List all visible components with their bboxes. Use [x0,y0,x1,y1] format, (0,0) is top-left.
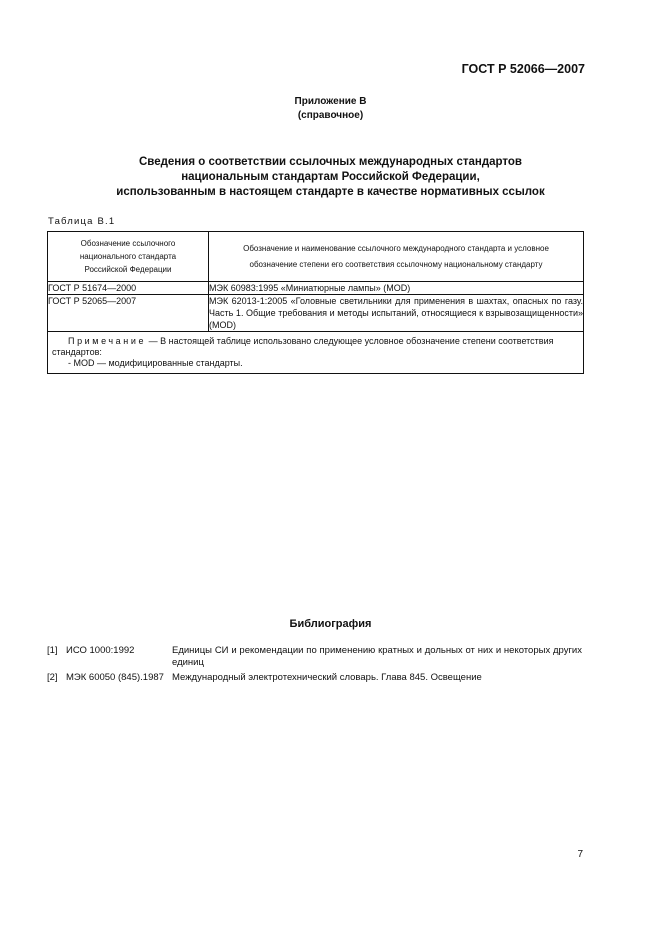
header-national-line-2: национального стандарта [79,252,177,261]
table-note-row [48,332,584,374]
section-title-line-3: использованным в настоящем стандарте в качестве нормативных ссылок [116,186,545,198]
table-note [48,332,584,374]
national-standard-cell: ГОСТ Р 52065—2007 [48,295,209,332]
international-standard-cell: МЭК 60983:1995 «Миниатюрные лампы» (MOD) [209,282,584,295]
bibliography-item-number: [2] [47,672,58,683]
header-international-standard [209,232,584,282]
section-title-line-1: Сведения о соответствии ссылочных международных стандартов [138,156,522,168]
table-row [48,282,584,295]
section-title-line-2: национальным стандартам Российской Федерации, [181,171,480,183]
page-number: 7 [577,849,583,860]
note-text: — В настоящей таблице использовано следующее условное обозначение степени соответствия стандартов: [52,336,554,357]
table-caption: Таблица В.1 [48,216,116,227]
bibliography-item-code: МЭК 60050 (845).1987 [66,672,164,683]
header-national-standard [48,232,209,282]
bibliography-item-text: Международный электротехнический словарь. Глава 845. Освещение [172,672,482,683]
header-international-line-2: обозначение степени его соответствия ссылочному национальному стандарту [249,259,543,269]
national-standard-cell: ГОСТ Р 51674—2000 [48,282,209,295]
note-label: Примечание [68,336,147,346]
header-international-line-1: Обозначение и наименование ссылочного международного стандарта и условное [243,243,549,253]
annex-title: Приложение В [294,96,367,107]
header-national-line-1: Обозначение ссылочного [80,239,176,248]
table-row [48,295,584,332]
bibliography-item-number: [1] [47,645,58,656]
header-national-line-3: Российской Федерации [84,265,172,274]
correspondence-table [47,231,584,374]
international-standard-cell: МЭК 62013-1:2005 «Головные светильники для применения в шахтах, опасных по газу. Часть 1. Общие требования и методы испытаний, относящиеся к взрывозащищенности» (MOD) [209,296,583,330]
document-code: ГОСТ Р 52066—2007 [461,62,585,76]
table-header-row [48,232,584,282]
note-item: - MOD — модифицированные стандарты. [68,358,243,368]
bibliography-item-code: ИСО 1000:1992 [66,645,135,656]
section-title [0,155,661,200]
annex-subtitle: (справочное) [297,110,364,121]
bibliography-title: Библиография [289,618,372,630]
annex-heading [0,95,661,123]
bibliography-item-text: Единицы СИ и рекомендации по применению кратных и дольных от них и некоторых других единиц [172,645,582,668]
